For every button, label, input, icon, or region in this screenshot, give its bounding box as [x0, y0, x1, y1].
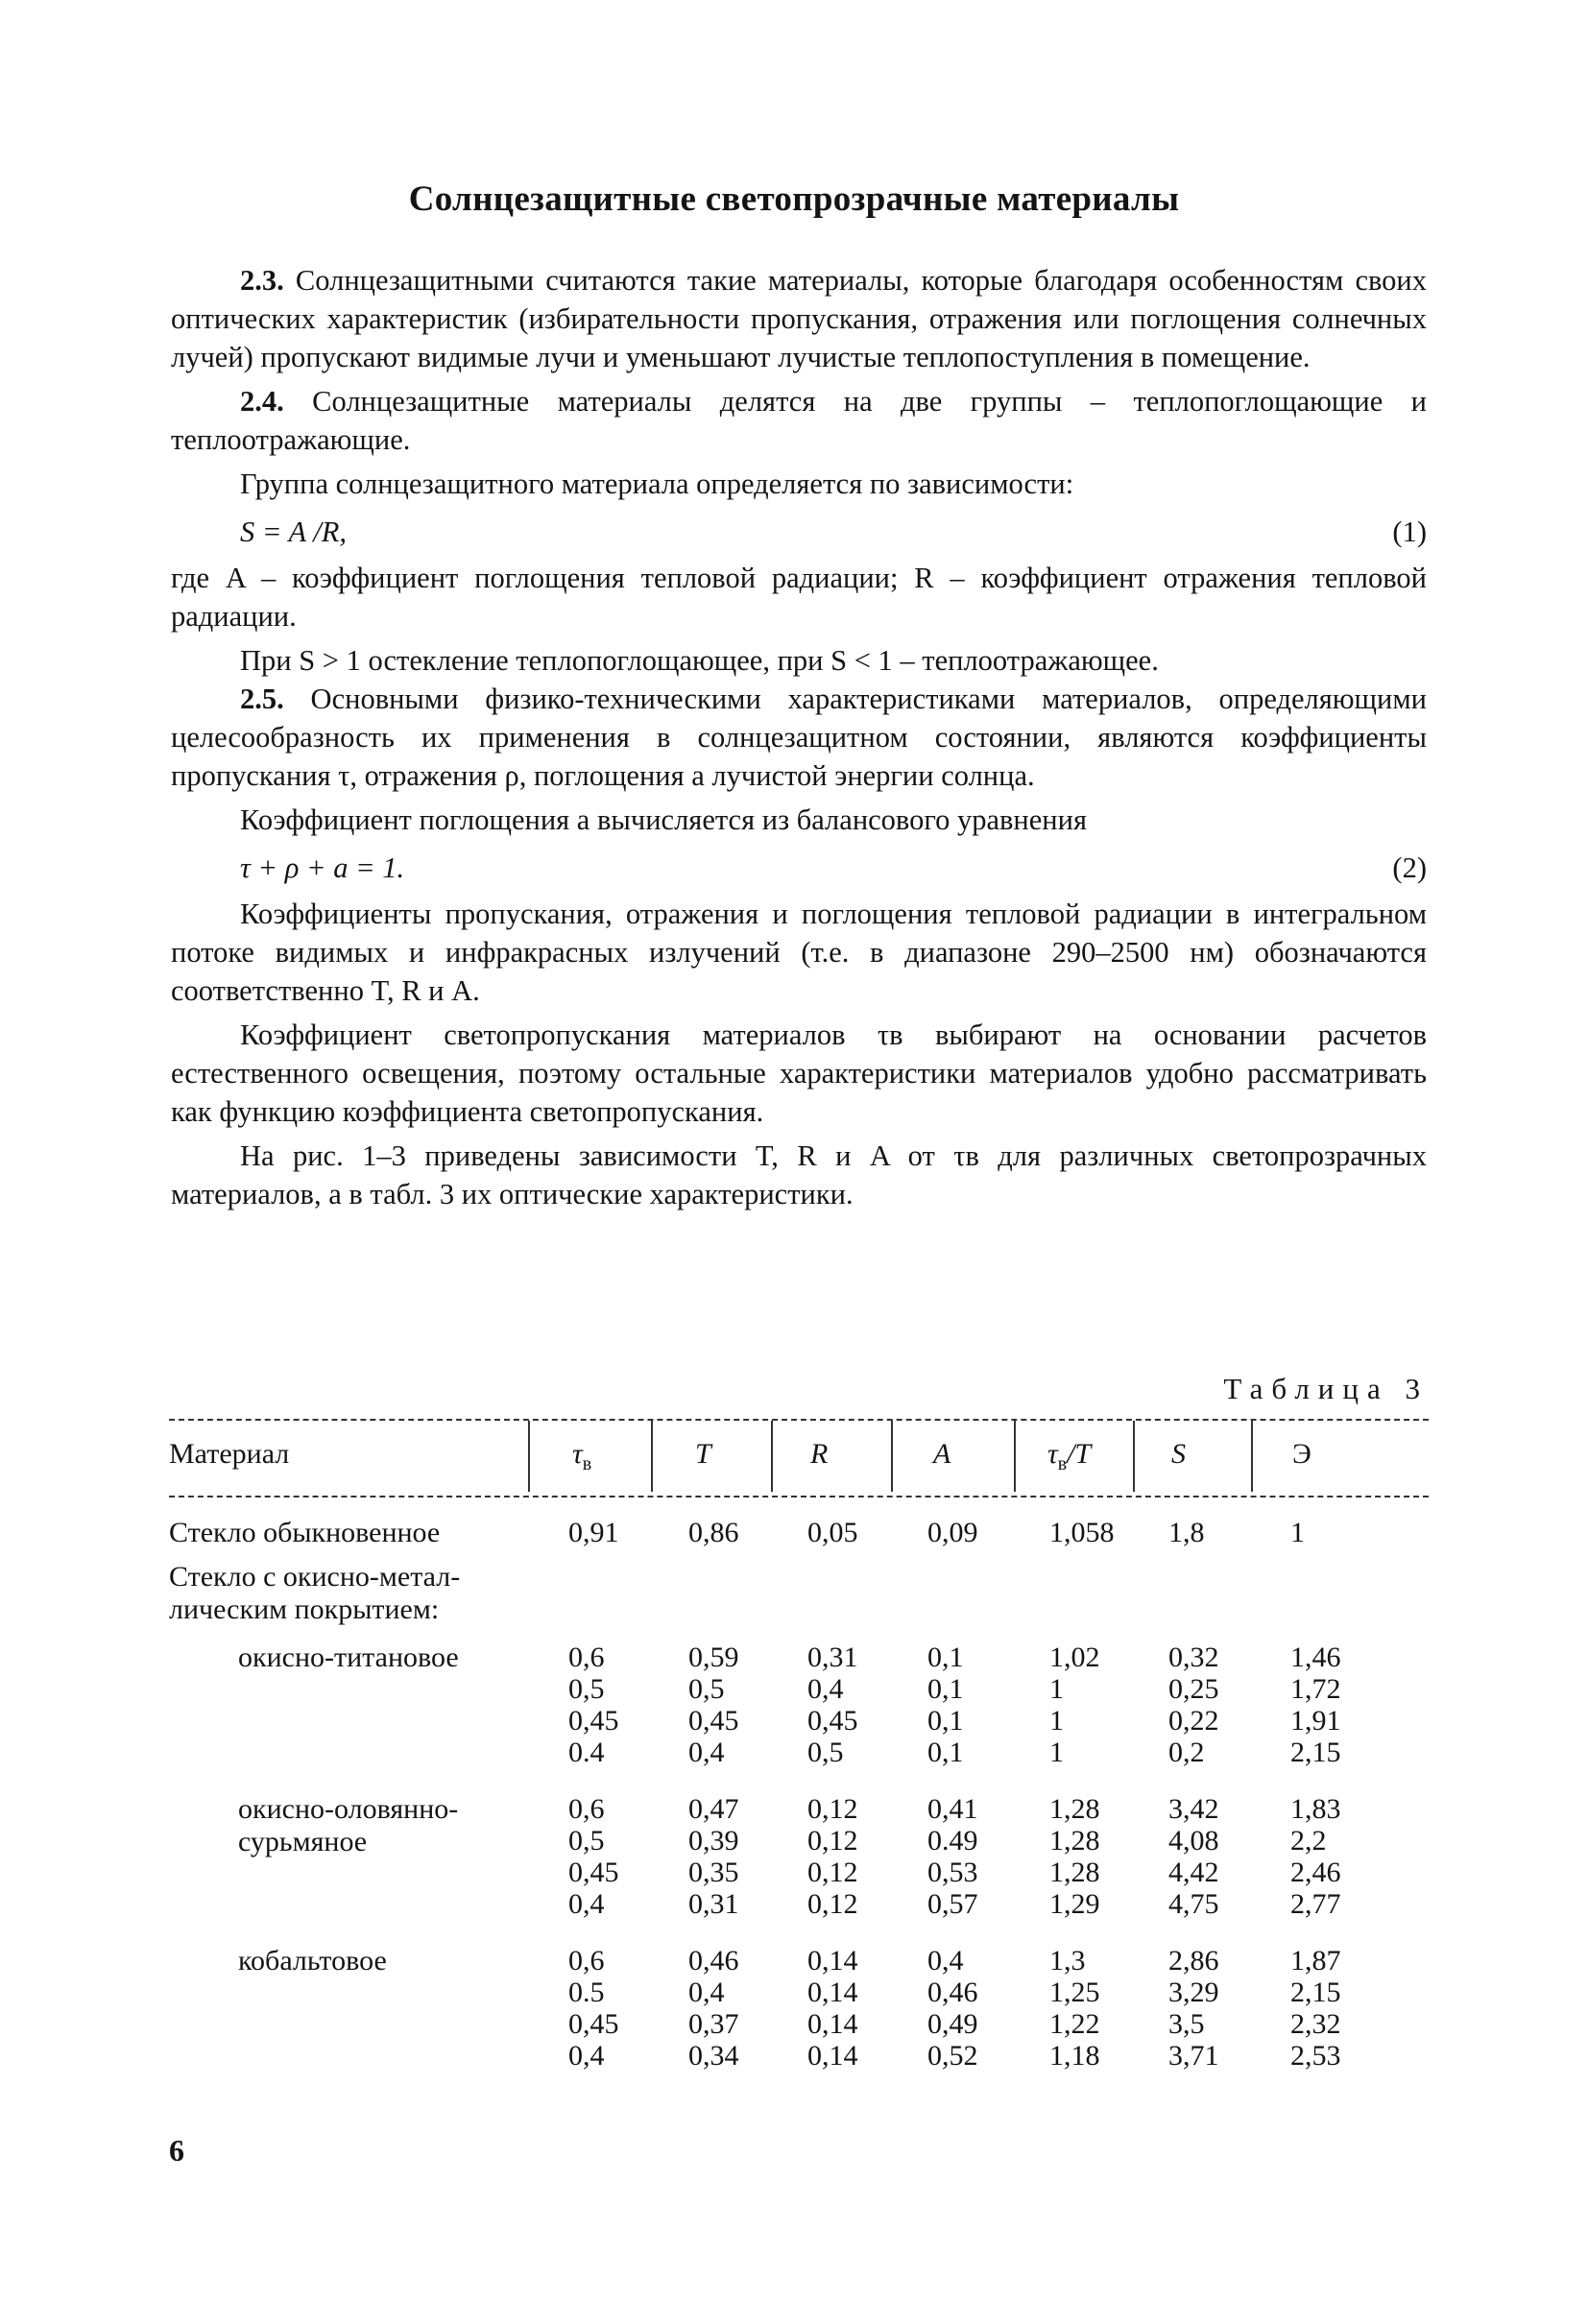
body-text	[171, 261, 1427, 1213]
table-cell: 0.4	[568, 1737, 605, 1768]
table-cell: 1,72	[1290, 1673, 1341, 1705]
table-cell: 1,87	[1290, 1945, 1341, 1977]
header-divider	[1014, 1421, 1016, 1492]
table-cell: 0,52	[927, 2040, 978, 2072]
formula-expression: S = A /R,	[240, 515, 347, 548]
group-label: окисно-оловянно- сурьмяное	[238, 1793, 459, 1857]
table-cell: 0,47	[688, 1793, 739, 1825]
header-divider	[528, 1421, 530, 1492]
table-cell: 1,18	[1049, 2040, 1100, 2072]
table-cell: 0,91	[568, 1517, 619, 1548]
table-cell: 0,1	[927, 1673, 964, 1705]
page-title: Солнцезащитные светопрозрачные материалы	[408, 180, 1180, 219]
table-cell: 1	[1049, 1705, 1064, 1737]
header-divider	[891, 1421, 893, 1492]
paragraph-group-definition: Группа солнцезащитного материала определяется по зависимости:	[240, 467, 1074, 500]
formula-number: (2)	[1392, 851, 1427, 884]
table-cell: 0,14	[807, 1945, 858, 1977]
table-header-rule	[169, 1496, 1429, 1497]
table-cell: 3,42	[1168, 1793, 1219, 1825]
table-cell: 0,09	[927, 1517, 978, 1548]
header-tau: $\tau_в$	[572, 1438, 592, 1474]
table-cell: 3,71	[1168, 2040, 1219, 2072]
table-cell: 0,22	[1168, 1705, 1219, 1737]
table-cell: 4,75	[1168, 1888, 1219, 1920]
table-cell: 4,42	[1168, 1857, 1219, 1888]
table-cell: 1,22	[1049, 2008, 1100, 2040]
header-ratio: $\tau_в/T$	[1047, 1438, 1092, 1474]
table-cell: 0,39	[688, 1825, 739, 1857]
table-cell: 0,4	[807, 1673, 844, 1705]
table-cell: 0,6	[568, 1945, 605, 1977]
table-cell: 0,2	[1168, 1737, 1205, 1768]
table-cell: 0,4	[688, 1977, 725, 2008]
table-group	[169, 1793, 1429, 1920]
header-divider	[771, 1421, 773, 1492]
table-cell: 0,46	[927, 1977, 978, 2008]
formula-2	[171, 849, 1427, 887]
table-cell: 1,8	[1168, 1517, 1205, 1548]
table-cell: 0,31	[807, 1641, 858, 1673]
table-cell: 0,45	[568, 1857, 619, 1888]
paragraph-integral: Коэффициенты пропускания, отражения и поглощения тепловой радиации в интегральном потоке видимых и инфракрасных излучений (т.е. в диапазоне 290–2500 нм) обозначаются соответственно T, R и A.	[171, 898, 1427, 1007]
paragraph-text: Основными физико-техническими характеристиками материалов, определяющими целесообразность их применения в солнцезащитном состоянии, являются коэффициенты пропускания τ, отражения ρ, поглощения a лучистой энергии солнца.	[171, 683, 1427, 792]
header-t: T	[695, 1438, 711, 1470]
table-cell: 1	[1049, 1737, 1064, 1768]
row-label: Стекло обыкновенное	[169, 1517, 441, 1548]
paragraph-balance: Коэффициент поглощения a вычисляется из балансового уравнения	[240, 803, 1087, 836]
header-e: Э	[1292, 1438, 1311, 1470]
section-number: 2.3.	[240, 264, 284, 297]
table-cell: 0,6	[568, 1793, 605, 1825]
table-cell: 0,32	[1168, 1641, 1219, 1673]
table-cell: 0,12	[807, 1888, 858, 1920]
table-group	[169, 1945, 1429, 2072]
section-number: 2.5.	[240, 683, 284, 715]
table-cell: 0,86	[688, 1517, 739, 1548]
table-cell: 1,28	[1049, 1857, 1100, 1888]
table-cell: 2,32	[1290, 2008, 1341, 2040]
paragraph-s-condition: При S > 1 остекление теплопоглощающее, при S < 1 – теплоотражающее.	[240, 644, 1159, 677]
paragraph-2-5	[171, 680, 1427, 795]
table-cell: 0,1	[927, 1705, 964, 1737]
header-r: R	[810, 1438, 829, 1470]
group-label: окисно-титановое	[238, 1641, 459, 1673]
table-cell: 2,15	[1290, 1737, 1341, 1768]
table-cell: 1,28	[1049, 1825, 1100, 1857]
table-cell: 0,45	[568, 2008, 619, 2040]
table-cell: 0,5	[688, 1673, 725, 1705]
table-cell: 2,15	[1290, 1977, 1341, 2008]
table-cell: 1,91	[1290, 1705, 1341, 1737]
header-material: Материал	[169, 1438, 290, 1470]
table-cell: 0,5	[568, 1825, 605, 1857]
table-cell: 0,53	[927, 1857, 978, 1888]
table-cell: 3,5	[1168, 2008, 1205, 2040]
table-cell: 0,4	[688, 1737, 725, 1768]
table-cell: 1	[1049, 1673, 1064, 1705]
table-cell: 0,5	[568, 1673, 605, 1705]
table-cell: 0,46	[688, 1945, 739, 1977]
header-divider	[1133, 1421, 1135, 1492]
table-group	[169, 1641, 1429, 1768]
table-cell: 0,14	[807, 2040, 858, 2072]
table-cell: 0,5	[807, 1737, 844, 1768]
table-cell: 1,02	[1049, 1641, 1100, 1673]
section-number: 2.4.	[240, 385, 284, 418]
paragraph-figures: На рис. 1–3 приведены зависимости T, R и A от τв для различных светопрозрачных материалов, а в табл. 3 их оптические характеристики.	[171, 1139, 1427, 1210]
table-cell: 1	[1290, 1517, 1305, 1548]
table-cell: 0,45	[688, 1705, 739, 1737]
table-cell: 1,25	[1049, 1977, 1100, 2008]
table-cell: 0,14	[807, 2008, 858, 2040]
table-cell: 0,4	[568, 2040, 605, 2072]
paragraph-where: где A – коэффициент поглощения тепловой радиации; R – коэффициент отражения тепловой радиации.	[171, 562, 1427, 633]
table-cell: 0,14	[807, 1977, 858, 2008]
table-caption: Таблица 3	[1223, 1372, 1429, 1405]
formula-expression: τ + ρ + a = 1.	[240, 851, 405, 884]
table-cell: 0,05	[807, 1517, 858, 1548]
table-cell: 0,37	[688, 2008, 739, 2040]
table-cell: 1,28	[1049, 1793, 1100, 1825]
table-cell: 1,3	[1049, 1945, 1086, 1977]
table-row	[169, 1517, 1429, 1555]
paragraph-light-transmission: Коэффициент светопропускания материалов τв выбирают на основании расчетов естественного освещения, поэтому остальные характеристики материалов удобно рассматривать как функцию коэффициента светопропускания.	[171, 1018, 1427, 1128]
formula-1	[171, 513, 1427, 551]
paragraph-text: Солнцезащитными считаются такие материалы, которые благодаря особенностям своих оптических характеристик (избирательности пропускания, отражения или поглощения солнечных лучей) пропускают видимые лучи и уменьшают лучистые теплопоступления в помещение.	[171, 264, 1427, 373]
table-cell: 1,83	[1290, 1793, 1341, 1825]
table-cell: 0,35	[688, 1857, 739, 1888]
table-cell: 0,1	[927, 1737, 964, 1768]
header-divider	[1251, 1421, 1253, 1492]
table-cell: 2,77	[1290, 1888, 1341, 1920]
group-label: кобальтовое	[238, 1945, 387, 1977]
table-cell: 1,29	[1049, 1888, 1100, 1920]
paragraph-2-4	[171, 382, 1427, 459]
table-cell: 2,53	[1290, 2040, 1341, 2072]
table-cell: 0,4	[568, 1888, 605, 1920]
header-s: S	[1171, 1438, 1186, 1470]
table-cell: 0,1	[927, 1641, 964, 1673]
table-cell: 1,46	[1290, 1641, 1341, 1673]
page-number: 6	[169, 2133, 184, 2168]
table-cell: 0,49	[927, 2008, 978, 2040]
table-cell: 3,29	[1168, 1977, 1219, 2008]
table-cell: 2,2	[1290, 1825, 1327, 1857]
table-row	[169, 1561, 1429, 1628]
table-cell: 0,59	[688, 1641, 739, 1673]
header-a: A	[933, 1438, 951, 1470]
paragraph-text: Солнцезащитные материалы делятся на две группы – теплопоглощающие и теплоотражающие.	[171, 385, 1427, 456]
table-cell: 0.5	[568, 1977, 605, 2008]
header-divider	[651, 1421, 653, 1492]
table-cell: 0,12	[807, 1825, 858, 1857]
formula-number: (1)	[1392, 515, 1427, 548]
table-header	[169, 1421, 1429, 1496]
table-cell: 0,41	[927, 1793, 978, 1825]
table-cell: 0,57	[927, 1888, 978, 1920]
table-cell: 0,45	[807, 1705, 858, 1737]
table-cell: 0,25	[1168, 1673, 1219, 1705]
table-cell: 0,4	[927, 1945, 964, 1977]
table-cell: 0,34	[688, 2040, 739, 2072]
table-cell: 4,08	[1168, 1825, 1219, 1857]
table-cell: 0,12	[807, 1857, 858, 1888]
table-cell: 2,86	[1168, 1945, 1219, 1977]
row-label: Стекло с окисно-метал- лическим покрытием:	[169, 1561, 461, 1625]
table-cell: 0,31	[688, 1888, 739, 1920]
paragraph-2-3	[171, 261, 1427, 376]
optical-table	[169, 1419, 1429, 2072]
table-cell: 0.49	[927, 1825, 978, 1857]
table-cell: 1,058	[1049, 1517, 1115, 1548]
table-cell: 0,12	[807, 1793, 858, 1825]
table-cell: 0,6	[568, 1641, 605, 1673]
table-body	[169, 1517, 1429, 2072]
table-cell: 0,45	[568, 1705, 619, 1737]
table-cell: 2,46	[1290, 1857, 1341, 1888]
